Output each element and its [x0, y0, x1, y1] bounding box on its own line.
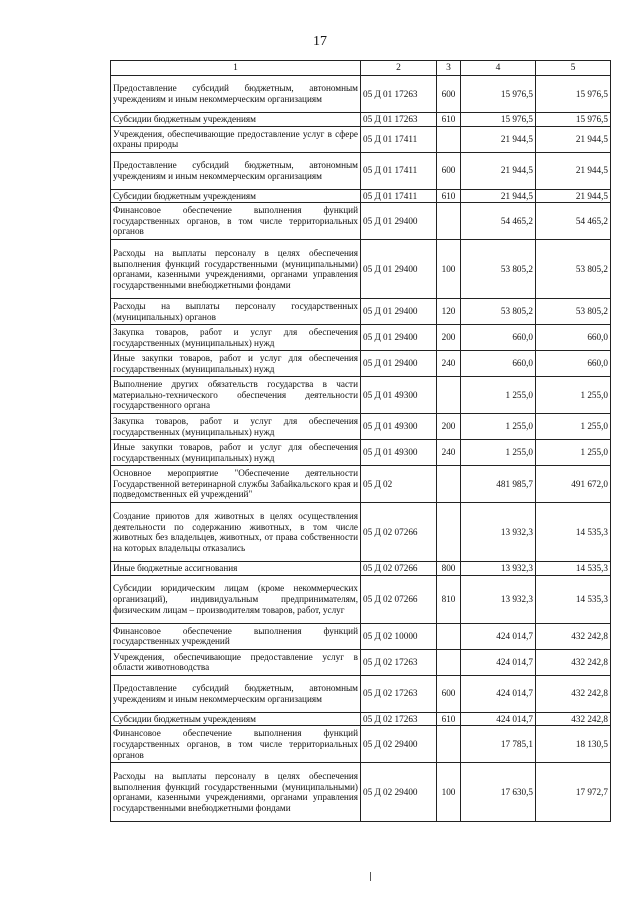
- row-amount-1: 424 014,7: [461, 675, 536, 712]
- row-amount-2: 54 465,2: [536, 203, 611, 240]
- row-code: 05 Д 02 17263: [361, 649, 437, 675]
- row-expense-type: 120: [437, 299, 461, 325]
- table-row: [111, 76, 611, 113]
- row-description: Закупка товаров, работ и услуг для обеспечения государственных (муниципальных) нужд: [111, 414, 361, 440]
- row-description: Финансовое обеспечение выполнения функций государственных органов, в том числе территориальных органов: [111, 726, 361, 763]
- row-amount-1: 1 255,0: [461, 440, 536, 466]
- budget-table: [110, 60, 611, 822]
- row-code: 05 Д 01 29400: [361, 351, 437, 377]
- row-amount-1: 481 985,7: [461, 466, 536, 503]
- row-amount-2: 21 944,5: [536, 152, 611, 189]
- row-code: 05 Д 01 29400: [361, 325, 437, 351]
- row-expense-type: 600: [437, 76, 461, 113]
- row-code: 05 Д 01 29400: [361, 203, 437, 240]
- row-expense-type: [437, 503, 461, 562]
- table-row: [111, 562, 611, 576]
- row-expense-type: [437, 126, 461, 152]
- row-amount-1: 15 976,5: [461, 113, 536, 127]
- table-row: [111, 440, 611, 466]
- row-amount-2: 21 944,5: [536, 126, 611, 152]
- row-description: Субсидии бюджетным учреждениям: [111, 712, 361, 726]
- row-code: 05 Д 01 29400: [361, 299, 437, 325]
- row-expense-type: [437, 623, 461, 649]
- row-code: 05 Д 02 07266: [361, 503, 437, 562]
- table-row: [111, 726, 611, 763]
- row-amount-2: 18 130,5: [536, 726, 611, 763]
- row-amount-1: 660,0: [461, 325, 536, 351]
- row-description: Иные закупки товаров, работ и услуг для обеспечения государственных (муниципальных) нужд: [111, 351, 361, 377]
- table-row: [111, 126, 611, 152]
- row-amount-1: 13 932,3: [461, 503, 536, 562]
- row-description: Учреждения, обеспечивающие предоставление услуг в сфере охраны природы: [111, 126, 361, 152]
- row-code: 05 Д 02 07266: [361, 575, 437, 623]
- row-code: 05 Д 01 17263: [361, 113, 437, 127]
- row-amount-1: 21 944,5: [461, 152, 536, 189]
- table-row: [111, 466, 611, 503]
- row-amount-1: 424 014,7: [461, 623, 536, 649]
- scan-mark: [370, 872, 371, 881]
- row-code: 05 Д 01 17411: [361, 189, 437, 203]
- row-code: 05 Д 02 10000: [361, 623, 437, 649]
- row-expense-type: 200: [437, 325, 461, 351]
- table-row: [111, 763, 611, 822]
- row-amount-2: 15 976,5: [536, 76, 611, 113]
- row-expense-type: 240: [437, 351, 461, 377]
- table-row: [111, 113, 611, 127]
- column-header-4: 4: [461, 61, 536, 76]
- row-description: Предоставление субсидий бюджетным, автономным учреждениям и иным некоммерческим организациям: [111, 152, 361, 189]
- table-row: [111, 152, 611, 189]
- row-expense-type: 810: [437, 575, 461, 623]
- row-code: 05 Д 02 17263: [361, 712, 437, 726]
- row-code: 05 Д 02: [361, 466, 437, 503]
- row-code: 05 Д 01 49300: [361, 440, 437, 466]
- row-description: Расходы на выплаты персоналу в целях обеспечения выполнения функций государственными (муниципальными) органами, казенными учреждениями, органами управления государственными внебюджетными фондами: [111, 240, 361, 299]
- row-expense-type: [437, 466, 461, 503]
- table-row: [111, 575, 611, 623]
- row-amount-2: 17 972,7: [536, 763, 611, 822]
- row-expense-type: 100: [437, 763, 461, 822]
- row-amount-2: 1 255,0: [536, 440, 611, 466]
- table-row: [111, 649, 611, 675]
- row-amount-2: 1 255,0: [536, 414, 611, 440]
- row-code: 05 Д 01 17411: [361, 152, 437, 189]
- table-row: [111, 503, 611, 562]
- row-expense-type: 240: [437, 440, 461, 466]
- row-description: Субсидии бюджетным учреждениям: [111, 189, 361, 203]
- row-expense-type: 610: [437, 189, 461, 203]
- table-row: [111, 351, 611, 377]
- row-expense-type: 600: [437, 675, 461, 712]
- row-amount-1: 21 944,5: [461, 126, 536, 152]
- row-amount-2: 14 535,3: [536, 503, 611, 562]
- row-expense-type: 200: [437, 414, 461, 440]
- row-description: Учреждения, обеспечивающие предоставление услуг в области животноводства: [111, 649, 361, 675]
- row-amount-1: 424 014,7: [461, 712, 536, 726]
- table-row: [111, 377, 611, 414]
- row-description: Иные закупки товаров, работ и услуг для обеспечения государственных (муниципальных) нужд: [111, 440, 361, 466]
- table-row: [111, 240, 611, 299]
- row-code: 05 Д 02 17263: [361, 675, 437, 712]
- table-row: [111, 203, 611, 240]
- row-expense-type: 800: [437, 562, 461, 576]
- row-description: Расходы на выплаты персоналу государственных (муниципальных) органов: [111, 299, 361, 325]
- row-amount-1: 1 255,0: [461, 414, 536, 440]
- table-row: [111, 325, 611, 351]
- row-code: 05 Д 02 07266: [361, 562, 437, 576]
- row-description: Выполнение других обязательств государства в части материально-технического обеспечения деятельности государственного органа: [111, 377, 361, 414]
- row-code: 05 Д 01 17263: [361, 76, 437, 113]
- table-row: [111, 189, 611, 203]
- row-amount-2: 1 255,0: [536, 377, 611, 414]
- row-amount-2: 432 242,8: [536, 623, 611, 649]
- row-expense-type: [437, 377, 461, 414]
- table-row: [111, 414, 611, 440]
- row-expense-type: 100: [437, 240, 461, 299]
- row-expense-type: [437, 203, 461, 240]
- row-amount-2: 14 535,3: [536, 562, 611, 576]
- row-description: Основное мероприятие "Обеспечение деятельности Государственной ветеринарной службы Забайкальского края и подведомственных ей учреждений": [111, 466, 361, 503]
- row-amount-2: 21 944,5: [536, 189, 611, 203]
- row-code: 05 Д 02 29400: [361, 726, 437, 763]
- row-amount-1: 1 255,0: [461, 377, 536, 414]
- table-row: [111, 675, 611, 712]
- row-amount-2: 432 242,8: [536, 675, 611, 712]
- row-code: 05 Д 01 49300: [361, 414, 437, 440]
- row-description: Иные бюджетные ассигнования: [111, 562, 361, 576]
- row-description: Субсидии бюджетным учреждениям: [111, 113, 361, 127]
- row-amount-1: 17 630,5: [461, 763, 536, 822]
- row-amount-1: 53 805,2: [461, 240, 536, 299]
- row-amount-1: 15 976,5: [461, 76, 536, 113]
- row-amount-1: 13 932,3: [461, 562, 536, 576]
- row-amount-2: 491 672,0: [536, 466, 611, 503]
- row-expense-type: 600: [437, 152, 461, 189]
- row-amount-2: 14 535,3: [536, 575, 611, 623]
- row-description: Создание приютов для животных в целях осуществления деятельности по содержанию животных, в том числе животных без владельцев, животных, от права собственности на которых владельцы отказались: [111, 503, 361, 562]
- row-code: 05 Д 02 29400: [361, 763, 437, 822]
- row-description: Расходы на выплаты персоналу в целях обеспечения выполнения функций государственными (муниципальными) органами, казенными учреждениями, органами управления государственными внебюджетными фондами: [111, 763, 361, 822]
- row-expense-type: [437, 726, 461, 763]
- row-amount-1: 660,0: [461, 351, 536, 377]
- table-row: [111, 623, 611, 649]
- row-description: Финансовое обеспечение выполнения функций государственных учреждений: [111, 623, 361, 649]
- row-amount-2: 660,0: [536, 325, 611, 351]
- page-number: 17: [313, 34, 327, 49]
- column-header-3: 3: [437, 61, 461, 76]
- row-expense-type: 610: [437, 113, 461, 127]
- row-expense-type: [437, 649, 461, 675]
- row-amount-2: 53 805,2: [536, 240, 611, 299]
- row-amount-2: 15 976,5: [536, 113, 611, 127]
- row-amount-1: 424 014,7: [461, 649, 536, 675]
- table-row: [111, 299, 611, 325]
- row-code: 05 Д 01 29400: [361, 240, 437, 299]
- row-amount-2: 53 805,2: [536, 299, 611, 325]
- table-header-row: [111, 61, 611, 76]
- row-amount-2: 432 242,8: [536, 712, 611, 726]
- row-description: Закупка товаров, работ и услуг для обеспечения государственных (муниципальных) нужд: [111, 325, 361, 351]
- row-description: Финансовое обеспечение выполнения функций государственных органов, в том числе территориальных органов: [111, 203, 361, 240]
- column-header-5: 5: [536, 61, 611, 76]
- row-amount-1: 13 932,3: [461, 575, 536, 623]
- row-expense-type: 610: [437, 712, 461, 726]
- row-code: 05 Д 01 17411: [361, 126, 437, 152]
- row-amount-2: 660,0: [536, 351, 611, 377]
- row-code: 05 Д 01 49300: [361, 377, 437, 414]
- row-description: Субсидии юридическим лицам (кроме некоммерческих организаций), индивидуальным предпринимателям, физическим лицам – производителям товаров, работ, услуг: [111, 575, 361, 623]
- row-amount-1: 21 944,5: [461, 189, 536, 203]
- row-description: Предоставление субсидий бюджетным, автономным учреждениям и иным некоммерческим организациям: [111, 76, 361, 113]
- column-header-1: 1: [111, 61, 361, 76]
- row-amount-1: 17 785,1: [461, 726, 536, 763]
- row-amount-2: 432 242,8: [536, 649, 611, 675]
- row-amount-1: 53 805,2: [461, 299, 536, 325]
- table-row: [111, 712, 611, 726]
- row-amount-1: 54 465,2: [461, 203, 536, 240]
- column-header-2: 2: [361, 61, 437, 76]
- row-description: Предоставление субсидий бюджетным, автономным учреждениям и иным некоммерческим организациям: [111, 675, 361, 712]
